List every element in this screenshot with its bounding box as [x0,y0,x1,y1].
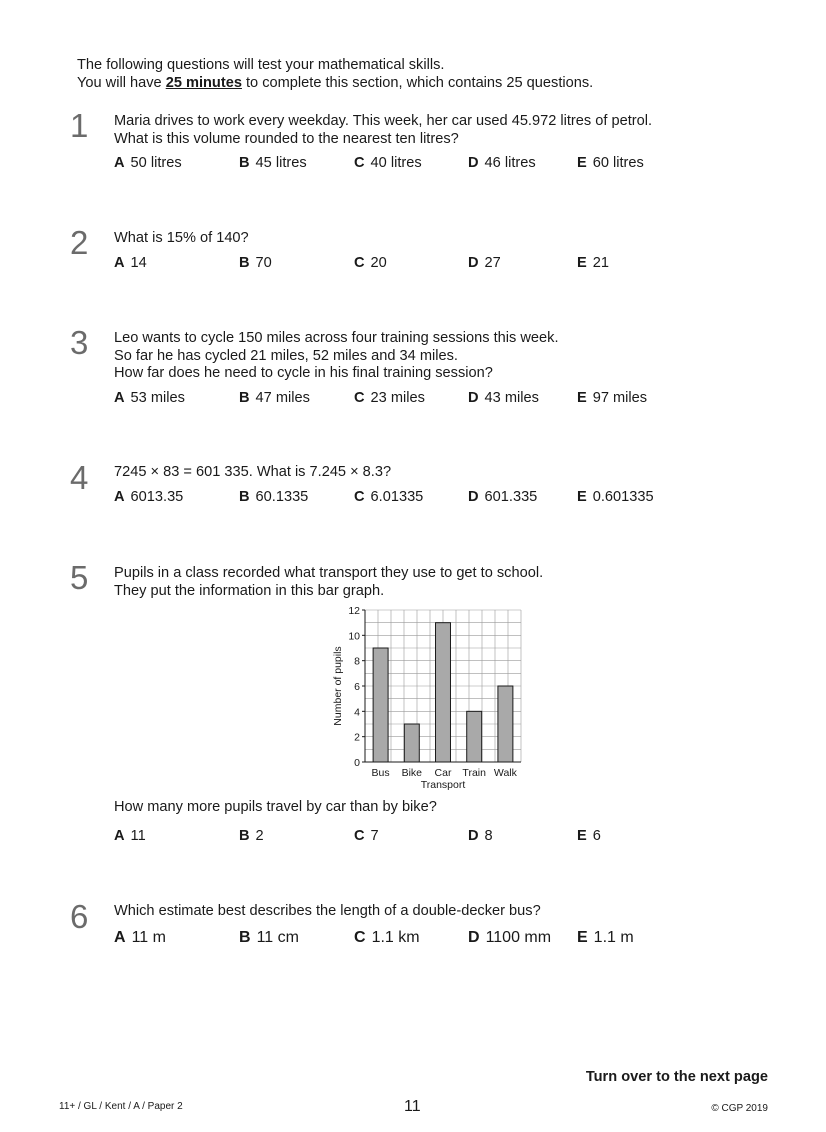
option-d[interactable] [468,255,501,271]
y-tick-label: 12 [348,605,360,617]
option-letter: A [114,929,126,946]
option-d[interactable] [468,929,551,947]
option-text: 601.335 [484,489,538,505]
bar-car [436,623,451,762]
option-text: 43 miles [484,390,539,406]
instructions-line-2 [77,74,593,92]
option-text: 0.601335 [592,489,654,505]
question-line: Which estimate best describes the length of a double-decker bus? [114,903,541,919]
option-letter: B [239,255,250,271]
question-line: What is this volume rounded to the nearest ten litres? [114,130,459,147]
option-b[interactable] [239,155,307,171]
option-a[interactable] [114,155,182,171]
option-letter: B [239,155,250,171]
option-text: 46 litres [484,155,536,171]
page-number: 11 [404,1098,421,1115]
option-text: 1.1 m [593,929,634,946]
x-tick-label: Car [434,767,452,779]
question-5-options [114,828,754,848]
option-e[interactable] [577,489,654,505]
question-4-text [114,464,391,482]
option-e[interactable] [577,828,601,844]
option-text: 6 [592,828,601,844]
option-letter: B [239,390,250,406]
question-number-2: 2 [70,224,89,261]
y-tick-label: 8 [354,655,360,668]
option-letter: A [114,155,125,171]
option-text: 6.01335 [370,489,424,505]
option-text: 50 litres [130,155,182,171]
option-b[interactable] [239,929,299,947]
option-letter: A [114,390,125,406]
y-tick-label: 0 [354,757,360,769]
transport-bar-chart [325,600,535,795]
copyright: © CGP 2019 [711,1103,768,1114]
x-tick-label: Walk [493,767,517,779]
option-c[interactable] [354,255,387,271]
option-d[interactable] [468,828,493,844]
option-text: 11 [130,828,146,844]
question-line: Pupils in a class recorded what transport they use to get to school. [114,565,544,581]
y-tick-label: 4 [354,706,360,719]
question-line: They put the information in this bar graph. [114,582,385,599]
option-text: 1100 mm [485,929,552,946]
option-text: 14 [130,255,147,271]
option-text: 2 [255,828,264,844]
option-letter: B [239,828,250,844]
option-letter: D [468,155,479,171]
y-tick-labels [348,605,360,769]
option-text: 20 [370,255,387,271]
option-text: 1.1 km [371,929,420,946]
option-text: 27 [484,255,501,271]
option-text: 40 litres [370,155,422,171]
chart-bars [373,623,513,762]
option-d[interactable] [468,489,537,505]
y-axis-label: Number of pupils [332,646,344,726]
option-letter: C [354,255,365,271]
option-letter: B [239,489,250,505]
y-tick-label: 6 [354,681,360,693]
option-letter: C [354,489,365,505]
bar-walk [498,686,513,762]
option-text: 53 miles [130,390,185,406]
option-b[interactable] [239,828,264,844]
bar-bike [404,724,419,762]
question-number-6: 6 [70,898,89,935]
instructions-text: to complete this section, which contains 25 questions. [241,75,594,91]
option-letter: C [354,828,365,844]
paper-code: 11+ / GL / Kent / A / Paper 2 [59,1101,183,1112]
question-3-options [114,390,754,410]
option-text: 6013.35 [130,489,184,505]
question-5-text [114,565,543,600]
option-b[interactable] [239,489,308,505]
option-letter: A [114,489,125,505]
question-4-options [114,489,754,509]
question-line: What is 15% of 140? [114,230,249,246]
option-letter: D [468,489,479,505]
option-c[interactable] [354,489,423,505]
option-letter: E [577,828,587,844]
y-tick-label: 2 [354,731,360,744]
option-letter: B [239,929,251,946]
option-letter: A [114,828,125,844]
question-number-4: 4 [70,459,89,496]
option-c[interactable] [354,155,422,171]
option-letter: E [577,155,587,171]
time-limit: 25 minutes [165,75,242,91]
option-text: 21 [592,255,609,271]
y-tick-label: 10 [348,630,360,643]
option-letter: D [468,255,479,271]
option-letter: A [114,255,125,271]
option-e[interactable] [577,155,644,171]
option-text: 70 [255,255,272,271]
option-letter: D [468,390,479,406]
option-letter: D [468,828,479,844]
option-text: 60.1335 [255,489,309,505]
option-b[interactable] [239,390,310,406]
option-c[interactable] [354,390,425,406]
option-letter: C [354,929,366,946]
question-line: How many more pupils travel by car than by bike? [114,799,437,815]
option-a[interactable] [114,489,183,505]
option-c[interactable] [354,929,420,947]
option-text: 60 litres [592,155,644,171]
option-text: 11 m [131,929,166,946]
question-number-5: 5 [70,559,89,596]
question-line: How far does he need to cycle in his final training session? [114,365,493,382]
question-1-options [114,155,754,175]
option-e[interactable] [577,929,634,947]
option-d[interactable] [468,390,539,406]
question-number-1: 1 [70,107,89,144]
question-line: Maria drives to work every weekday. This week, her car used 45.972 litres of petrol. [114,113,653,129]
option-b[interactable] [239,255,272,271]
instructions [77,56,593,92]
option-text: 11 cm [256,929,299,946]
option-text: 23 miles [370,390,425,406]
option-text: 97 miles [592,390,648,406]
question-2-options [114,255,754,275]
option-letter: C [354,155,365,171]
question-line: So far he has cycled 21 miles, 52 miles and 34 miles. [114,347,458,364]
x-tick-label: Train [462,767,486,779]
option-a[interactable] [114,828,146,844]
question-2-text [114,230,249,248]
question-line: 7245 × 83 = 601 335. What is 7.245 × 8.3? [114,464,392,480]
option-letter: E [577,255,587,271]
x-tick-label: Bus [371,767,390,779]
option-a[interactable] [114,929,166,947]
question-5-question [114,799,437,817]
option-e[interactable] [577,255,609,271]
option-a[interactable] [114,390,185,406]
turn-over-note: Turn over to the next page [585,1069,768,1085]
question-6-text [114,903,541,921]
option-letter: D [468,929,480,946]
bar-bus [373,648,388,762]
option-letter: C [354,390,365,406]
instructions-line-1: The following questions will test your mathematical skills. [77,57,445,73]
bar-train [467,711,482,762]
x-tick-labels [372,767,518,779]
option-a[interactable] [114,255,147,271]
question-1-text [114,113,652,148]
question-number-3: 3 [70,324,89,361]
question-line: Leo wants to cycle 150 miles across four training sessions this week. [114,330,559,346]
option-c[interactable] [354,828,379,844]
option-d[interactable] [468,155,536,171]
option-letter: E [577,390,587,406]
option-text: 45 litres [255,155,307,171]
option-letter: E [577,489,587,505]
option-letter: E [577,929,588,946]
question-3-text [114,330,559,383]
option-e[interactable] [577,390,647,406]
option-text: 8 [484,828,493,844]
instructions-text: You will have [77,75,166,91]
option-text: 7 [370,828,379,844]
option-text: 47 miles [255,390,310,406]
question-6-options [114,929,754,949]
x-tick-label: Bike [401,767,423,779]
x-axis-label: Transport [420,779,466,791]
